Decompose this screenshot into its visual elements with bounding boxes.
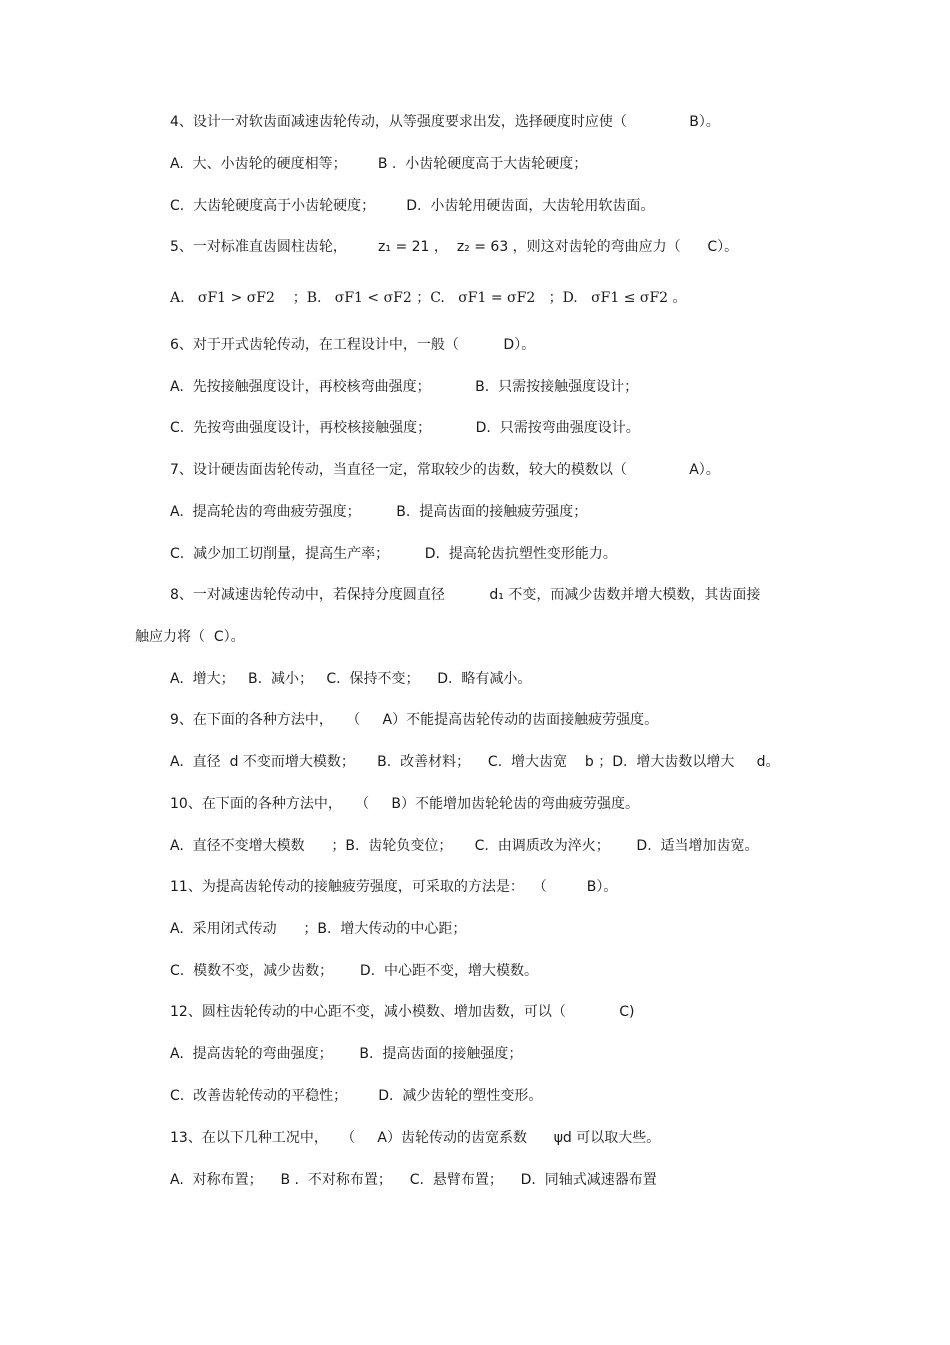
question-12-options-ab: A. 提高齿轮的弯曲强度； B. 提高齿面的接触强度； xyxy=(170,1046,523,1062)
question-13: 13、在以下几种工况中， （ A）齿轮传动的齿宽系数 ψd 可以取大些。 xyxy=(170,1130,661,1146)
question-9: 9、在下面的各种方法中， （ A）不能提高齿轮传动的齿面接触疲劳强度。 xyxy=(170,712,659,728)
question-8-continued: 触应力将（ C）。 xyxy=(135,629,245,645)
question-8: 8、一对减速齿轮传动中，若保持分度圆直径 d₁ 不变，而减少齿数并增大模数，其齿面接 xyxy=(170,587,761,603)
question-4: 4、设计一对软齿面减速齿轮传动，从等强度要求出发，选择硬度时应使（ B）。 xyxy=(170,114,720,130)
question-9-options: A. 直径 d 不变而增大模数； B. 改善材料； C. 增大齿宽 b ；D. 增大齿数以增大 d。 xyxy=(170,754,780,770)
question-5-options: A. σF1 > σF2 ；B. σF1 < σF2 ；C. σF1 = σF2 ；D. σF1 ≤ σF2 。 xyxy=(170,290,687,306)
question-6-options-ab: A. 先按接触强度设计，再校核弯曲强度； B. 只需按接触强度设计； xyxy=(170,379,639,395)
question-10: 10、在下面的各种方法中， （ B）不能增加齿轮轮齿的弯曲疲劳强度。 xyxy=(170,796,640,812)
question-4-options-cd: C. 大齿轮硬度高于小齿轮硬度； D. 小齿轮用硬齿面，大齿轮用软齿面。 xyxy=(170,198,655,214)
question-5: 5、一对标准直齿圆柱齿轮， z₁ = 21 ， z₂ = 63 ，则这对齿轮的弯曲应力（ C）。 xyxy=(170,239,739,255)
question-7-options-ab: A. 提高轮齿的弯曲疲劳强度； B. 提高齿面的接触疲劳强度； xyxy=(170,504,588,520)
question-6: 6、对于开式齿轮传动，在工程设计中，一般（ D）。 xyxy=(170,337,536,353)
question-4-options-ab: A. 大、小齿轮的硬度相等； B . 小齿轮硬度高于大齿轮硬度； xyxy=(170,156,588,172)
question-6-options-cd: C. 先按弯曲强度设计，再校核接触强度； D. 只需按弯曲强度设计。 xyxy=(170,420,640,436)
question-13-options: A. 对称布置； B . 不对称布置； C. 悬臂布置； D. 同轴式减速器布置 xyxy=(170,1172,657,1188)
question-11: 11、为提高齿轮传动的接触疲劳强度，可采取的方法是： （ B）。 xyxy=(170,879,618,895)
question-11-options-cd: C. 模数不变，减少齿数； D. 中心距不变，增大模数。 xyxy=(170,963,538,979)
question-10-options: A. 直径不变增大模数 ；B. 齿轮负变位； C. 由调质改为淬火； D. 适当增加齿宽。 xyxy=(170,838,759,854)
question-11-options-ab: A. 采用闭式传动 ；B. 增大传动的中心距； xyxy=(170,921,467,937)
question-12-options-cd: C. 改善齿轮传动的平稳性； D. 减少齿轮的塑性变形。 xyxy=(170,1088,543,1104)
question-12: 12、圆柱齿轮传动的中心距不变，减小模数、增加齿数，可以（ C) xyxy=(170,1004,635,1020)
question-8-options: A. 增大； B. 减小； C. 保持不变； D. 略有减小。 xyxy=(170,671,532,687)
question-7: 7、设计硬齿面齿轮传动，当直径一定，常取较少的齿数，较大的模数以（ A）。 xyxy=(170,462,720,478)
question-7-options-cd: C. 减少加工切削量，提高生产率； D. 提高轮齿抗塑性变形能力。 xyxy=(170,546,617,562)
